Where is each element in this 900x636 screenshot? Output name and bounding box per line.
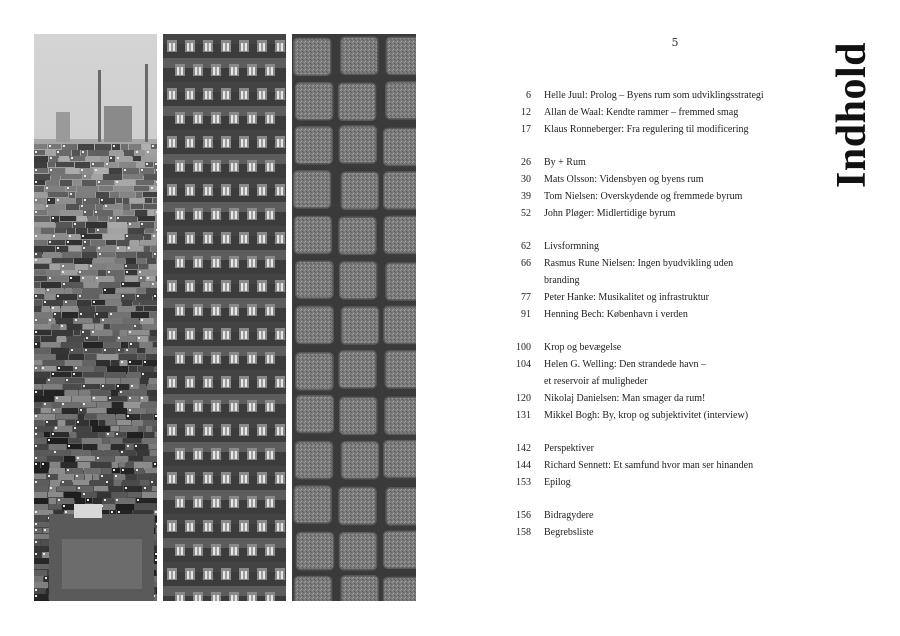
toc-entry-title: Begrebsliste <box>544 527 594 538</box>
toc-entry <box>500 171 820 188</box>
toc-entry-title: John Pløger: Midlertidige byrum <box>544 208 676 219</box>
toc-page-number: 26 <box>521 157 531 168</box>
toc-entry <box>500 507 820 524</box>
toc-section <box>500 238 820 323</box>
toc-section <box>500 87 820 138</box>
toc-page-number: 104 <box>516 359 531 370</box>
toc-entry <box>500 474 820 491</box>
toc-entry-title: Helle Juul: Prolog – Byens rum som udviklingsstrategi <box>544 90 764 101</box>
toc-page-number: 62 <box>521 241 531 252</box>
toc-entry-title: Helen G. Welling: Den strandede havn – <box>544 359 707 370</box>
toc-page-number: 17 <box>521 124 531 135</box>
toc-entry-title: Nikolaj Danielsen: Man smager da rum! <box>544 393 706 404</box>
toc-entry-title: Henning Bech: København i verden <box>544 309 688 320</box>
toc-entry <box>500 390 820 407</box>
toc-entry-title: By + Rum <box>544 157 586 168</box>
toc-entry <box>500 238 820 255</box>
toc-page-number: 158 <box>516 527 531 538</box>
toc-page-number: 144 <box>516 460 531 471</box>
toc-section <box>500 440 820 491</box>
toc-entry <box>500 306 820 323</box>
toc-page-number: 120 <box>516 393 531 404</box>
toc-entry <box>500 154 820 171</box>
toc-page-number: 52 <box>521 208 531 219</box>
toc-entry-title: Richard Sennett: Et samfund hvor man ser hinanden <box>544 460 754 471</box>
cobblestone-photo <box>292 34 416 601</box>
toc-page-number: 12 <box>521 107 531 118</box>
toc-entry <box>500 407 820 424</box>
toc-page-number: 156 <box>516 510 531 521</box>
toc-entry <box>500 356 820 373</box>
toc-page-number: 153 <box>516 477 531 488</box>
toc-entry-title: Bidragydere <box>544 510 594 521</box>
toc-page-number: 131 <box>516 410 531 421</box>
toc-entry-continuation: et reservoir af muligheder <box>544 376 648 387</box>
toc-page-number: 39 <box>521 191 531 202</box>
toc-entry-continuation: branding <box>544 275 580 286</box>
toc-page-number: 142 <box>516 443 531 454</box>
toc-entry <box>500 255 820 272</box>
toc-page-number: 6 <box>526 90 531 101</box>
building-facade-photo <box>163 34 286 601</box>
city-skyline-photo <box>34 34 157 601</box>
page-number: 5 <box>671 36 679 49</box>
toc-entry-title: Mikkel Bogh: By, krop og subjektivitet (interview) <box>544 410 749 421</box>
toc-entry <box>500 524 820 541</box>
toc-section <box>500 154 820 222</box>
page-title-vertical <box>829 32 875 197</box>
toc-entry <box>500 440 820 457</box>
toc-entry <box>500 121 820 138</box>
toc-entry-title: Krop og bevægelse <box>544 342 622 353</box>
toc-page-number: 66 <box>521 258 531 269</box>
toc-entry-title: Livsformning <box>544 241 599 252</box>
page-title: Indhold <box>829 41 875 188</box>
toc-entry <box>500 188 820 205</box>
toc-entry <box>500 457 820 474</box>
toc-page-number: 91 <box>521 309 531 320</box>
table-of-contents <box>500 87 820 557</box>
toc-entry-title: Klaus Ronneberger: Fra regulering til modificering <box>544 124 749 135</box>
toc-page-number: 30 <box>521 174 531 185</box>
toc-entry-title: Perspektiver <box>544 443 594 454</box>
toc-entry-title: Mats Olsson: Vidensbyen og byens rum <box>544 174 704 185</box>
toc-entry <box>500 87 820 104</box>
toc-entry-title: Peter Hanke: Musikalitet og infrastruktur <box>544 292 709 303</box>
toc-entry-title: Allan de Waal: Kendte rammer – fremmed smag <box>544 107 739 118</box>
toc-entry <box>500 289 820 306</box>
toc-entry <box>500 205 820 222</box>
toc-entry-title: Tom Nielsen: Overskydende og fremmede byrum <box>544 191 743 202</box>
toc-entry-title: Rasmus Rune Nielsen: Ingen byudvikling uden <box>544 258 734 269</box>
toc-page-number: 100 <box>516 342 531 353</box>
toc-section <box>500 339 820 424</box>
toc-section <box>500 507 820 541</box>
toc-entry <box>500 104 820 121</box>
toc-entry-title: Epilog <box>544 477 571 488</box>
toc-entry <box>500 339 820 356</box>
toc-page-number: 77 <box>521 292 531 303</box>
